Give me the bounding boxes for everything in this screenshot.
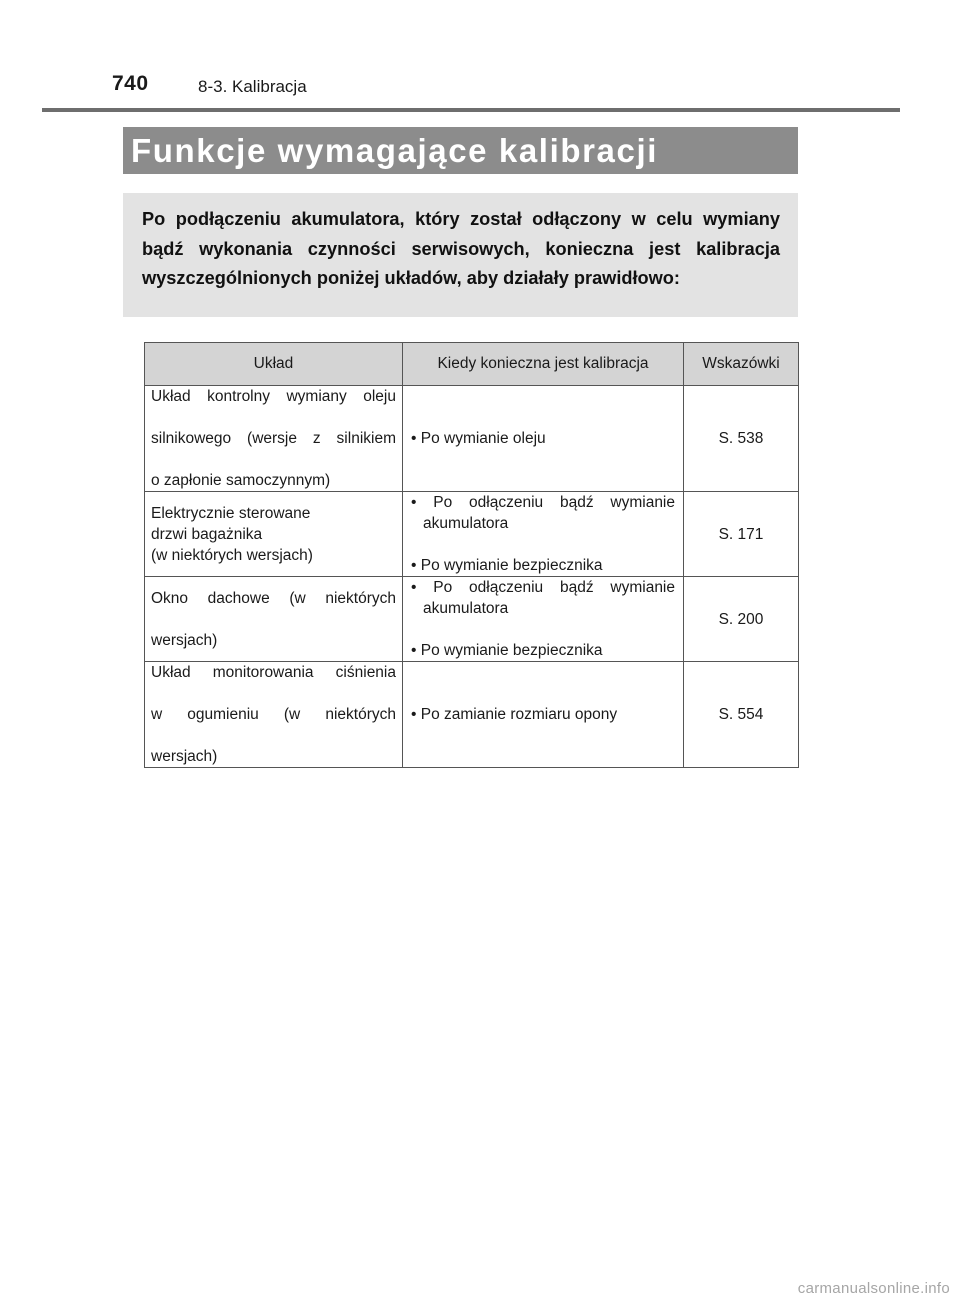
table-row [145, 386, 799, 492]
system-cell [145, 386, 403, 492]
column-header-system: Układ [145, 343, 403, 386]
when-cell [403, 577, 684, 662]
watermark: carmanualsonline.info [797, 1280, 950, 1297]
system-cell [145, 492, 403, 577]
column-header-when: Kiedy konieczna jest kalibracja [403, 343, 684, 386]
system-text-line: drzwi bagażnika [151, 525, 263, 543]
intro-box [123, 193, 798, 317]
condition-item: • Po wymianie bezpiecznika [411, 642, 603, 659]
section-label: 8-3. Kalibracja [198, 77, 307, 96]
page-reference: S. 538 [684, 386, 799, 492]
section-title-bar [123, 127, 798, 174]
when-cell [403, 662, 684, 768]
system-text-line: Układ monitorowania ciśnienia [151, 664, 396, 681]
system-text-line: o zapłonie samoczynnym) [151, 472, 331, 489]
calibration-table [144, 342, 799, 768]
condition-item: • Po odłączeniu bądź wymianie akumulatora [411, 494, 675, 532]
system-text-line: w ogumieniu (w niektórych [151, 706, 396, 723]
section-title: Funkcje wymagające kalibracji [131, 132, 658, 169]
when-cell [403, 386, 684, 492]
intro-text: Po podłączeniu akumulatora, który został odłączony w celu wymiany bądź wykonania czynności serwisowych, konieczna jest kalibracja wyszczególnionych poniżej układów, aby działały prawidłowo: [142, 209, 780, 288]
system-cell [145, 662, 403, 768]
page-header [0, 0, 960, 112]
page-number: 740 [112, 72, 149, 95]
system-text-line: Układ kontrolny wymiany oleju [151, 388, 396, 405]
page-reference: S. 171 [684, 492, 799, 577]
page-reference: S. 554 [684, 662, 799, 768]
when-cell [403, 492, 684, 577]
condition-item: • Po zamianie rozmiaru opony [411, 706, 618, 723]
system-text-line: Okno dachowe (w niektórych [151, 589, 396, 607]
system-text-line: silnikowego (wersje z silnikiem [151, 430, 396, 447]
system-text-line: wersjach) [151, 631, 218, 649]
condition-item: • Po wymianie bezpiecznika [411, 557, 603, 574]
header-divider [42, 108, 900, 112]
table-row [145, 492, 799, 577]
condition-item: • Po wymianie oleju [411, 430, 546, 447]
system-text-line: (w niektórych wersjach) [151, 546, 313, 564]
column-header-hints: Wskazówki [684, 343, 799, 386]
system-text-line: wersjach) [151, 748, 218, 765]
system-cell [145, 577, 403, 662]
system-text-line: Elektrycznie sterowane [151, 504, 311, 522]
table-header-row [145, 343, 799, 386]
table-row [145, 662, 799, 768]
condition-item: • Po odłączeniu bądź wymianie akumulatora [411, 579, 675, 617]
table-row [145, 577, 799, 662]
page-reference: S. 200 [684, 577, 799, 662]
